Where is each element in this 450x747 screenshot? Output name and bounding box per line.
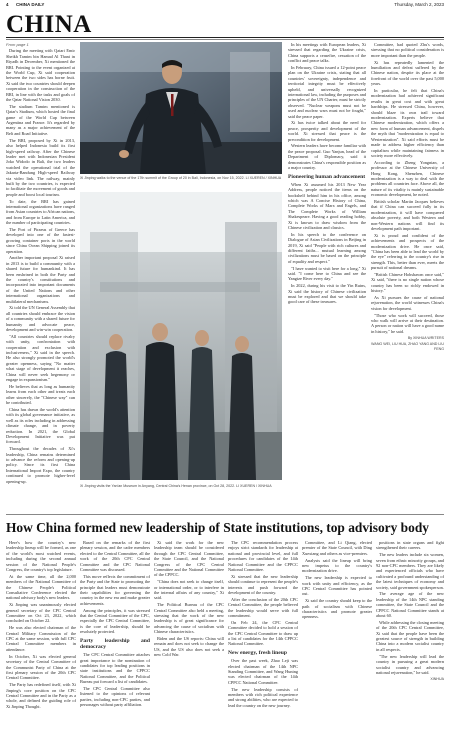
brand-name: CHINA DAILY xyxy=(16,1,45,7)
paragraph: Here's how the country's new leadership lineup will be formed, as one of the world's most watched events, including during the second annual session of the National People's Congress, the country's top legislature. xyxy=(6,540,76,573)
paragraph: On Feb 24, the CPC Central Committee decided to hold a session of the CPC Central Committee to draw up a list of candidates for the 14th CPPCC National Committee. xyxy=(228,619,298,647)
paragraph: Xi said the work for the new leadership team should be considered through the CPC Central Committee, the State Council, and the National Congress of the CPC Central Committee and the National Committee of the CPPCC. xyxy=(154,540,224,578)
paragraph: Xi stressed that the new leadership should continue to represent the people's interests and push forward the development of the country. xyxy=(228,573,298,596)
subhead-pioneering: Pioneering human advancement xyxy=(288,173,366,180)
paragraph: Committee, had quoted Zhu's words, stressing that no political consideration is more important than the people. xyxy=(371,42,444,58)
top-story-column-3 xyxy=(371,42,444,510)
paragraph: The Political Bureau of the CPC Central Committee also held a meeting, stressing that the work of the new leadership is of great significance for advancing the cause of socialism with Chinese characteristics. xyxy=(154,602,224,635)
paragraph: Xi has twice talked about the need for peace, prosperity and development of the world. Xi stressed that peace is the precondition for development. xyxy=(288,120,366,142)
paragraph: After the conclusion of the 20th CPC Central Committee, the people believed the leadership would serve with full commitment. xyxy=(228,596,298,619)
paragraph: Xi Jinping was unanimously elected general secretary of the CPC Central Committee on Oct 23, 2022, which concluded on October 22. xyxy=(6,602,76,624)
lower-col2b-body xyxy=(80,652,150,707)
top-story-col2b-body xyxy=(288,182,366,305)
photo-xi-g20-bali xyxy=(80,42,282,174)
from-page-label: From page 1 xyxy=(6,42,29,47)
paragraph: The new leadership consists of members with rich political experience and strong abilities, who are expected to lead the country on the new journey. xyxy=(228,686,298,708)
photo-g20-image xyxy=(80,42,282,174)
photo-museum-image xyxy=(80,192,282,480)
paragraph: Committee, and Li Qiang, elected premier of the State Council, with Ding Xuexiang and others as vice-premiers. xyxy=(302,540,372,556)
paragraph: Another important proposal Xi raised in 2013 is to build a community with a shared future for humankind. It has been enshrined in both the Party and the country's constitutions and incorporated into important documents of the United Nations and other international organizations and multilateral mechanisms. xyxy=(6,255,75,304)
section-divider xyxy=(6,514,444,515)
paragraph: In February, China issued a 12-point peace plan on the Ukraine crisis, stating that all countries' sovereignty, independence and territorial integrity must be effectively upheld, and universally recognized international law, including the purposes and principles of the UN Charter, must be strictly observed. "Nuclear weapons must not be used and nuclear wars must not be fought," said the peace paper. xyxy=(288,65,366,119)
paragraph: In particular, he felt that China's modernization had achieved significant results in great cost and with great hardships. He stressed China, however, should blaze its own trail toward modernization. Experts believe that Chinese modernization, which offers a new form of human advancement, dispels the myth that "modernization is equal to Westernization". Xi said efforts must be made to address higher efficiency than capitalism while maintaining fairness in society more effectively. xyxy=(371,88,444,158)
paragraph: In his speech to the conference on Dialogue of Asian Civilizations in Beijing in 2019, Xi said "People with rich cultures and different faiths... mutual learning among civilizations must be based on the principle of equality and respect." xyxy=(288,231,366,264)
issue-date: Thursday, March 2, 2023 xyxy=(394,1,444,7)
paragraph: As Xi pursues the cause of national rejuvenation, the world witnesses China's vision for development. xyxy=(371,295,444,311)
lower-column-1 xyxy=(6,540,76,744)
lower-col3-body xyxy=(154,540,224,658)
header-rule-thin xyxy=(6,39,444,40)
page-number: 4 xyxy=(6,1,9,7)
paragraph: positions in state organs and fight strengthened their careers. xyxy=(376,540,444,551)
paragraph: Xi told the UN General Assembly that all countries should embrace the vision of a community with a shared future for humanity and advocate peace, development and win-win cooperation. xyxy=(6,305,75,333)
paragraph: He believes that as long as humanity learns from each other and treats each other sincerely, the "Chinese way" can be contributed. xyxy=(6,383,75,406)
writers-names: WANG WEI, LIU HUA, ZHAO YANG AND LIU FENG xyxy=(371,341,444,352)
mid-photo-credit: LI XUEREN / XINHUA xyxy=(236,484,272,488)
paragraph: Biden and the US reports: China will remain and does not seek to change the US, and the US also does not seek a new Cold War. xyxy=(154,636,224,658)
top-photo-caption xyxy=(80,176,282,181)
lower-col5-body xyxy=(302,540,372,620)
writers-byline: By XINHUA WRITERS xyxy=(407,336,444,341)
paragraph: The Port of Piraeus of Greece has developed into one of the fastest-growing container ports in the world since China Ocean Shipping joined its operation. xyxy=(6,226,75,254)
paragraph: The new leadership is expected to work with unity and efficiency, as the CPC Central Committee has pointed out. xyxy=(302,575,372,597)
xinhua-credit: XINHUA xyxy=(430,677,444,682)
paragraph: This move reflects the commitment of the Party and the State to promoting the principle that leaders must demonstrate their capabilities for governing the country in the new era and make greater achievements. xyxy=(80,573,150,606)
subhead-new-energy: New energy, fresh lineup xyxy=(228,649,287,656)
lower-column-2 xyxy=(80,540,150,744)
paragraph: "British Chinese Hobsbawm once said," Xi said, "there is no single nation whose country has been so richly endowed in history." xyxy=(371,272,444,294)
paragraph: British scholar Martin Jacques believes that if China can succeed fully in its modernization, it will have conquered absolute poverty, and both Western and non-Western nations will find its development path important. xyxy=(371,198,444,231)
paragraph: The CPC recommendation process enjoys strict standards for leadership at national and provincial level, and full procedures for candidates of the 14th National Committee and the CPPCC National Committee. xyxy=(228,540,298,573)
top-story-column-1 xyxy=(6,42,75,510)
photo-xi-yanyuan-museum xyxy=(80,192,282,480)
header-rule xyxy=(6,37,444,38)
paragraph: He was also elected chairman of the Central Military Commission of the CPC at the same session, with full CPC Central Committee members in attendance. xyxy=(6,625,76,652)
paragraph: When Xi assumed his 2013 New Year Address, people noticed the items on the bookshelf behind him in his office, among which was A Concise History of China, Complete Works of Marx and Engels, and The Complete Works of William Shakespeare. Having a good reading hobby, Xi is known to draw wisdom from the Chinese civilization and classics. xyxy=(288,181,366,230)
paragraph: At the same time, all the 2,000 members of the National Committee of the Chinese People's Political Consultative Conference elected the national advisory body's new leaders. xyxy=(6,573,76,601)
paragraph: Xi has repeatedly lamented the humiliation and defeat suffered by the Chinese nation, despite its place at the forefront of the world over the past 5,000 years. xyxy=(371,59,444,87)
lower-story-headline: How China formed new leadership of State institutions, top advisory body xyxy=(6,520,429,535)
lower-col1-body xyxy=(6,540,76,709)
subhead-party-leadership: Party leadership and democracy xyxy=(80,637,150,650)
paragraph: The BRI, proposed by Xi in 2013, also helped Indonesia build its first high-speed railway. After the Chinese leader met with Indonesian President Joko Widodo in Bali, the two leaders watched the operational trial of the Jakarta-Bandung High-speed Railway via video link. The railway, mainly built by the two countries, is expected to facilitate the movement of goods and people and boost local tourism. xyxy=(6,137,75,197)
paragraph: "Those who work will succeed, those who walk will arrive at their destination. A person or nation will have a good name in history," he said. xyxy=(371,312,444,334)
paragraph: "I have wanted to visit here for a long," Xi said. "I come here to China and see the Yangtze River every day." xyxy=(288,265,366,282)
paragraph: The stadium Tamim mentioned is Qatar's Stadium, which hosted the final game of the World Cup between Argentina and France. It's regarded by many as a major achievement of the Belt and Road Initiative. xyxy=(6,103,75,136)
lower-col4b-body xyxy=(228,658,298,708)
paragraph: "All countries should replace rivalry with unity, confrontation with cooperation and exclusion with inclusiveness," Xi said in the speech. He also strongly promoted the world's greater openness, saying "No matter what stage of development it reaches, China will never seek hegemony or engage in expansionism." xyxy=(6,333,75,383)
lower-column-5 xyxy=(302,540,372,744)
paragraph: The new leaders include six women, seven from ethnic minority groups, and 92 non-CPC members. They are likely and experienced officials who have cultivated a profound understanding of the latest techniques of economy and society, said government spokesperson. xyxy=(376,552,444,590)
top-photo-caption-text: Xi Jinping walks to the venue of the 17th summit of the Group of 20 in Bali, Indonesia, on Nov 15, 2022. xyxy=(80,176,245,180)
paragraph: Xi is proud and confident of the achievements and prospects of the modernization drive. He once said, "China has been able to lead the world by the eye" referring to the country's rise in strength. This, better than ever, meets the pursuit of national dreams. xyxy=(371,232,444,271)
mid-photo-caption-text: Xi Jinping visits the Yan'an Museum in Anyang, Central China's Henan province, on Oct 28, 2022. xyxy=(80,484,236,488)
paragraph: Analysts said the lineup will bring new impetus to the country's modernization drive. xyxy=(302,557,372,574)
paragraph: According to Zheng Yongnian, a professor at the Chinese University of Hong Kong, Shenzhen, Chinese modernization is a way to deal with the problems all countries face. Above all, the nature of its vitality is mainly sustainable economic development, he noted. xyxy=(371,159,444,198)
paragraph: "The new leadership will lead the country in pursuing a great modern socialist country and advancing national rejuvenation," he said. xyxy=(376,653,444,675)
paragraph: The Party has redefined itself, with Xi Jinping's core position on the CPC Central Committee and in the Party as a whole, and defined the guiding role of Xi Jinping Thought. xyxy=(6,682,76,709)
paragraph: In his meetings with European leaders, Xi stressed that regarding the Ukraine crisis, China supports a ceasefire, cessation of the conflict and peace talks. xyxy=(288,42,366,64)
lower-column-6 xyxy=(376,540,444,744)
paragraph: To date, the BRI has gained international organizations have ranged from Asian countries to African nations, and from Europe to Latin America, and the number of participating countries. xyxy=(6,198,75,226)
paragraph: Throughout the decades of Xi's leadership, China remains determined to advance the reform and opening-up policy. Since its first China International Import Expo, the country continued to promote higher-level opening-up. xyxy=(6,446,75,484)
paragraph: In 2022, during his visit to the Yin Ruins, Xi said the history of Chinese civilization must be explored and that we should take good care of these treasures. xyxy=(288,283,366,305)
paragraph: Over the past week, Zhao Leji was elected chairman of the 14th NPC Standing Committee, and Wang Huning was elected chairman of the 14th CPPCC National Committee. xyxy=(228,658,298,685)
paragraph: While addressing the closing meeting of the 20th CPC Central Committee, Xi said that the people have been the greatest source of strength in building China into a modern socialist country in all respects. xyxy=(376,619,444,652)
top-story-col3-body xyxy=(371,42,444,334)
paragraph: Among the principles, it was stressed that the Central Committee of the CPC, especially the CPC Central Committee, is the core of leadership, should be resolutely protected. xyxy=(80,607,150,635)
top-photo-credit: LI XUEREN / XINHUA xyxy=(245,176,282,180)
paragraph: The CPC Central Committee also listened to the opinions of relevant parties, including non-CPC parties, and personages without party affiliation. xyxy=(80,685,150,708)
paragraph: Western leaders have become familiar with the peace proposal. Guo Yanjun, head of the Department of Diplomacy, said it demonstrates China's responsible position as a major country. xyxy=(288,143,366,171)
paragraph: During the meeting with Qatari Emir Sheikh Tamim bin Hamad Al Thani in Riyadh in December, Xi mentioned the BRI. Pointing to the event organized at the World Cup, Xi said cooperation between the two sides has borne fruit. Xi said the two countries should deepen cooperation in the construction of the BRI, in line with the tasks and goals of the Qatar National Vision 2030. xyxy=(6,48,75,103)
paragraph: Based on the remarks of the first plenary session, and the cadre members elected to the Central Committee, all the work of the 20th CPC Central Committee and the CPC National Committee was discussed. xyxy=(80,540,150,573)
lower-column-3 xyxy=(154,540,224,744)
paragraph: The CPC Central Committee attaches great importance to the nomination of candidates for top leading positions in state institutions and the CPPCC National Committee, and the Political Bureau put forward a list of candidates. xyxy=(80,652,150,685)
lower-column-4 xyxy=(228,540,298,744)
paragraph: The average age of the new leadership of the 14th NPC standing committee, the State Council and the CPPCC National Committee stands at about 60. xyxy=(376,591,444,619)
lower-col6-body xyxy=(376,540,444,675)
lower-col2-body xyxy=(80,540,150,635)
paragraph: In October, Xi was elected general secretary of the Central Committee of the Communist Party of China at the first plenary session of the 20th CPC Central Committee. xyxy=(6,653,76,681)
section-title: CHINA xyxy=(6,11,92,38)
top-story-col1-body xyxy=(6,48,75,484)
paragraph: "China does not seek to change itself, or international order, or to interfere in the internal affairs of any country," Xi said. xyxy=(154,579,224,601)
mid-photo-caption xyxy=(80,484,282,489)
paragraph: Xi said the country should keep to the path of socialism with Chinese characteristics and promote greater openness. xyxy=(302,598,372,620)
top-story-col2-body xyxy=(288,42,366,171)
top-story-column-2 xyxy=(288,42,366,510)
lower-col4-body xyxy=(228,540,298,647)
paragraph: China has drawn the world's attention with its global governance initiative, as well as its roles including in addressing climate change, and in poverty reduction. In 2021, the Global Development Initiative was put forward. xyxy=(6,406,75,445)
top-bar xyxy=(0,0,450,8)
